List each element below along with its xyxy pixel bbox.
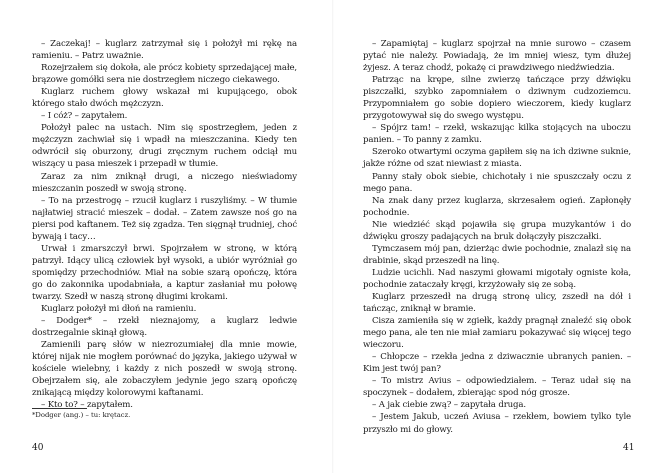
footnote-rule — [32, 408, 87, 409]
paragraph: Zaraz za nim zniknął drugi, a niczego nieświadomy mieszczanin poszedł w swoją stronę. — [32, 171, 297, 194]
paragraph: – To mistrz Avius – odpowiedziałem. – Teraz udał się na spoczynek – dodałem, zbierając spod nóg grosze. — [363, 376, 631, 399]
paragraph: – Dodger* – rzekł nieznajomy, a kuglarz ledwie dostrzegalnie skinął głową. — [32, 316, 297, 339]
paragraph: Kuglarz przeszedł na drugą stronę ulicy, zszedł na dół i tańcząc, zniknął w bramie. — [363, 291, 631, 315]
footnote: *Dodger (ang.) – tu: krętacz. — [32, 411, 131, 419]
paragraph: Ludzie ucichli. Nad naszymi głowami migotały ogniste koła, pochodnie zataczały kręgi, krzyżowały się ze sobą. — [363, 267, 631, 290]
paragraph: Panny stały obok siebie, chichotały i nie spuszczały oczu z mego pana. — [363, 171, 631, 194]
paragraph: – Zaczekaj! – kuglarz zatrzymał się i położył mi rękę na ramieniu. – Patrz uważnie. — [32, 39, 297, 62]
paragraph: Kuglarz ruchem głowy wskazał mi kupującego, obok którego stało dwóch mężczyzn. — [32, 87, 297, 110]
paragraph: Cisza zamieniła się w zgiełk, każdy pragnął znaleźć się obok mego pana, ale ten nie miał zamiaru pokazywać się więcej tego wieczoru. — [363, 316, 631, 351]
paragraph: Szeroko otwartymi oczyma gapiłem się na ich dziwne suknie, jakże różne od szat niewiast z miasta. — [363, 147, 631, 170]
paragraph: Na znak dany przez kuglarza, skrzesałem ogień. Zapłonęły pochodnie. — [363, 195, 631, 218]
paragraph: – Spójrz tam! – rzekł, wskazując kilka stojących na uboczu panien. – To panny z zamku. — [363, 123, 631, 146]
paragraph: Urwał i zmarszczył brwi. Spojrzałem w stronę, w którą patrzył. Idący ulicą człowiek był wysoki, a ubiór wyróżniał go spomiędzy przechodniów. Miał na sobie szarą opończę, która go do zakonnika upodabniała, a kaptur zasłaniał mu połowę twarzy. Szedł w naszą stronę długimi krokami. — [32, 243, 297, 302]
paragraph: Kuglarz położył mi dłoń na ramieniu. — [41, 304, 197, 315]
page-number: 41 — [623, 443, 635, 453]
page-number: 40 — [32, 443, 44, 453]
paragraph: – Chłopcze – rzekła jedna z dziwacznie ubranych panien. – Kim jest twój pan? — [363, 352, 631, 375]
paragraph: – Jestem Jakub, uczeń Aviusa – rzekłem, bowiem tylko tyle przyszło mi do głowy. — [363, 412, 631, 435]
right-page — [333, 0, 666, 473]
paragraph: – Kto to? – zapytałem. — [41, 400, 133, 411]
paragraph: Rozejrzałem się dokoła, ale prócz kobiety sprzedającej małe, brązowe gomółki sera nie dostrzegłem niczego ciekawego. — [32, 63, 297, 86]
paragraph: – I cóż? – zapytałem. — [41, 111, 128, 122]
paragraph: Zamienili parę słów w niezrozumiałej dla mnie mowie, której nijak nie mogłem porównać do języka, jakiego używał w kościele wielebny, i każdy z nich poszedł w swoją stronę. Obejrzałem się, ale zobaczyłem jedynie jego szarą opończę znikającą między kolorowymi kaftanami. — [32, 340, 297, 399]
right-page-text — [363, 38, 631, 436]
paragraph: Tymczasem mój pan, dzierżąc dwie pochodnie, znalazł się na drabinie, skąd przeszedł na linę. — [363, 243, 631, 266]
left-page-text — [32, 38, 297, 411]
paragraph: – Zapamiętaj – kuglarz spojrzał na mnie surowo – czasem pytać nie należy. Powiadają, że im mniej wiesz, tym dłużej żyjesz. A teraz chodź, pokażę ci prawdziwego niedźwiedzia. — [363, 39, 631, 74]
paragraph: Położył palec na ustach. Nim się spostrzegłem, jeden z mężczyzn zachwiał się i wpadł na mieszczanina. Kiedy ten odwrócił się oburzony, drugi zręcznym ruchem odciął mu wiszący u pasa mieszek i przepadł w tłumie. — [32, 123, 297, 170]
paragraph: – A jak ciebie zwą? – zapytała druga. — [372, 400, 526, 411]
paragraph: – To na przestrogę – rzucił kuglarz i ruszyliśmy. – W tłumie najłatwiej stracić mieszek – dodał. – Zatem zawsze noś go na piersi pod kaftanem. Też się zgadza. Ten sięgnął trudniej, choć bywają i tacy… — [32, 195, 297, 242]
paragraph: Patrząc na krępe, silne zwierzę tańczące przy dźwięku piszczałki, szybko zapomniałem o dziwnym cudzoziemcu. Przypomniałem go sobie dopiero wieczorem, kiedy kuglarz przygotowywał się do swego występu. — [363, 75, 631, 122]
paragraph: Nie wiedziéć skąd pojawiła się grupa muzykantów i do dźwięku groszy padających na bruk dołączyły piszczałki. — [363, 219, 631, 242]
